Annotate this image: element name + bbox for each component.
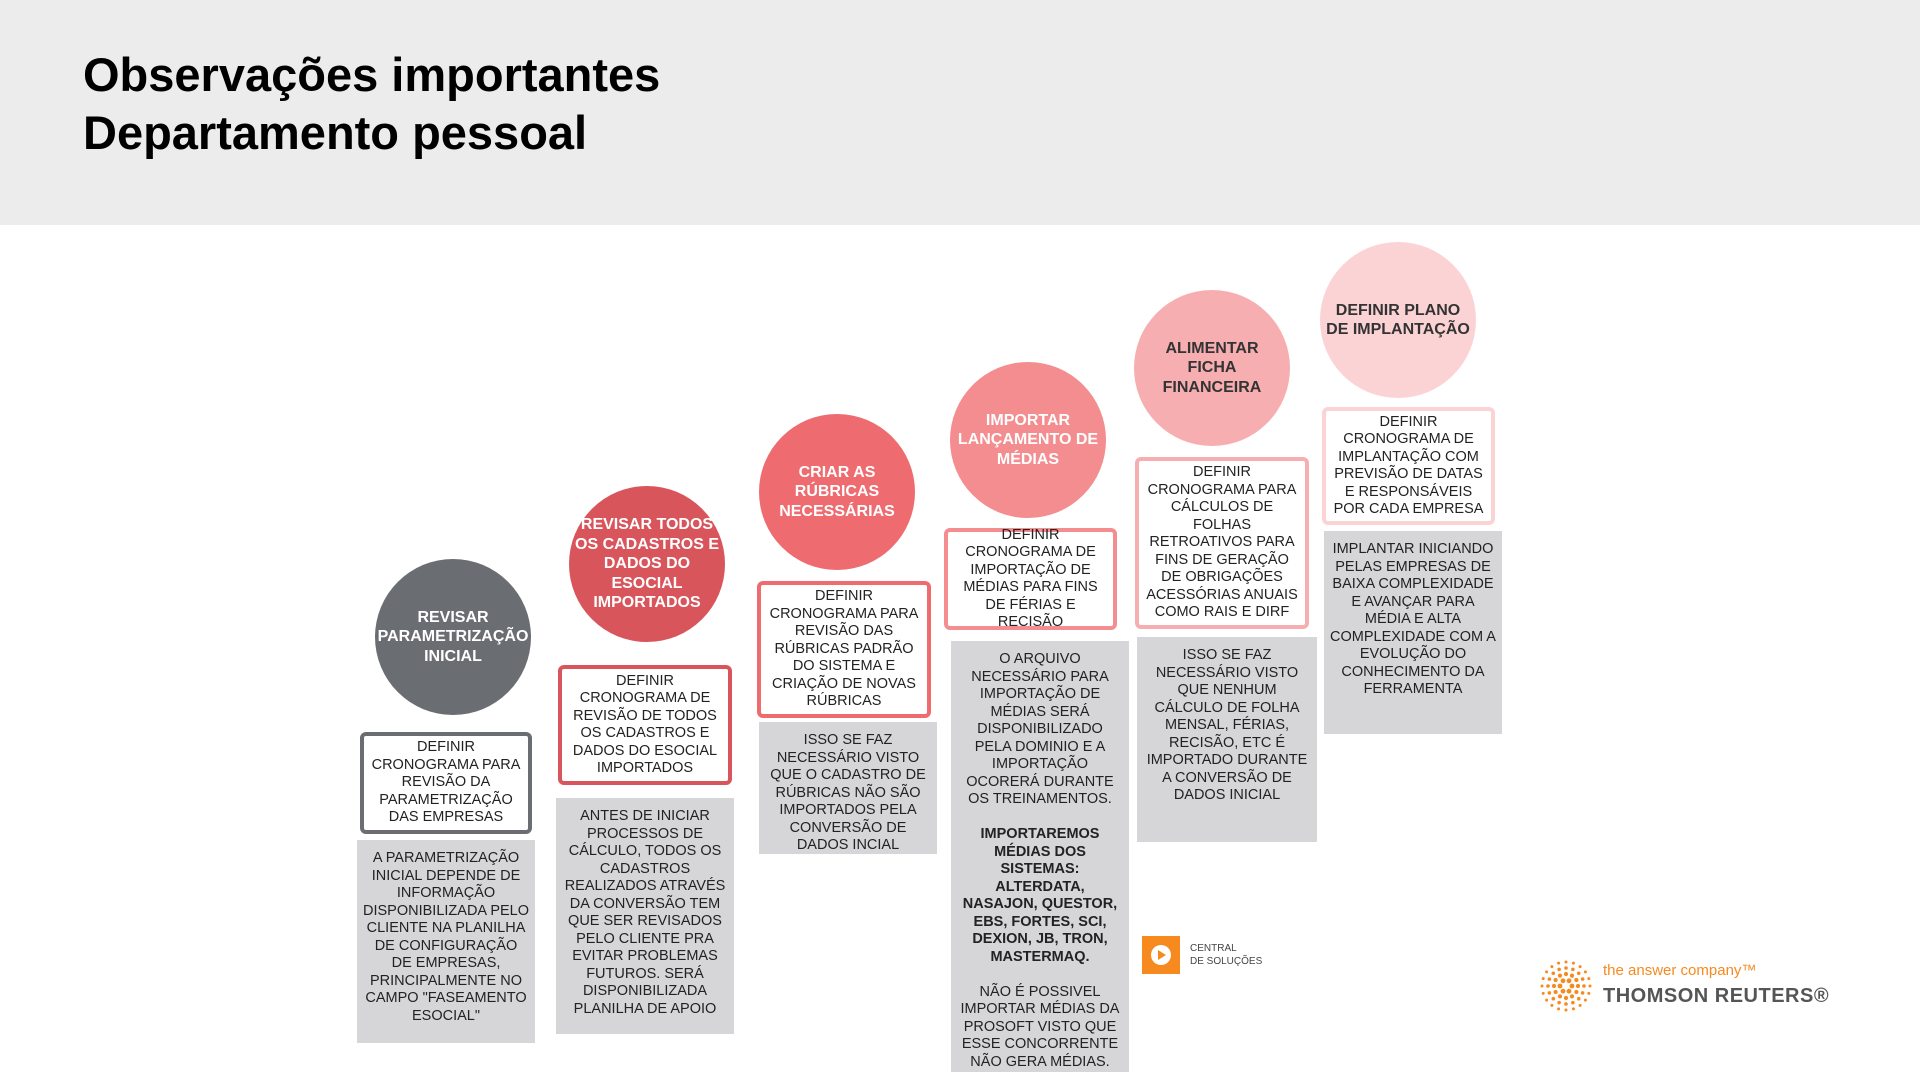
brand-tagline: the answer company™ [1603, 962, 1757, 979]
note-gap [957, 966, 1123, 984]
step-1-note [357, 840, 535, 1043]
note-gap [957, 809, 1123, 827]
step-4-note-part-2: IMPORTAREMOS MÉDIAS DOS SISTEMAS: ALTERDATA, NASAJON, QUESTOR, EBS, FORTES, SCI, DEXION, JB, TRON, MASTERMAQ. [962, 826, 1118, 965]
step-1-circle-label: REVISAR PARAMETRIZAÇÃO INICIAL [377, 608, 529, 665]
central-line-1: CENTRAL [1190, 943, 1237, 954]
step-6-note-text: IMPLANTAR INICIANDO PELAS EMPRESAS DE BAIXA COMPLEXIDADE E AVANÇAR PARA MÉDIA E ALTA COMPLEXIDADE COM A EVOLUÇÃO DO CONHECIMENTO DA FERRAMENTA [1330, 541, 1496, 697]
step-4-note [951, 641, 1129, 1072]
step-3-circle-label: CRIAR AS RÚBRICAS NECESSÁRIAS [779, 463, 895, 520]
step-3-box [757, 581, 931, 718]
step-5-circle [1134, 290, 1290, 446]
step-2-circle [569, 486, 725, 642]
step-2-box-text: DEFINIR CRONOGRAMA DE REVISÃO DE TODOS OS CADASTROS E DADOS DO ESOCIAL IMPORTADOS [572, 672, 718, 776]
step-2-note-text: ANTES DE INICIAR PROCESSOS DE CÁLCULO, TODOS OS CADASTROS REALIZADOS ATRAVÉS DA CONVERSÃO TEM QUE SER REVISADOS PELO CLIENTE PRA EVITAR PROBLEMAS FUTUROS. SERÁ DISPONIBILIZADA PLANILHA DE APOIO [564, 808, 726, 1017]
step-1-box [360, 732, 532, 834]
step-6-note [1324, 531, 1502, 734]
central-de-solucoes-logo [1142, 936, 1262, 974]
step-1-circle [375, 559, 531, 715]
step-5-box-text: DEFINIR CRONOGRAMA PARA CÁLCULOS DE FOLHAS RETROATIVOS PARA FINS DE GERAÇÃO DE OBRIGAÇÕES ACESSÓRIAS ANUAIS COMO RAIS E DIRF [1146, 464, 1298, 621]
title-line-1: Observações importantes [83, 48, 661, 101]
title-line-2: Departamento pessoal [83, 106, 588, 159]
step-3-box-text: DEFINIR CRONOGRAMA PARA REVISÃO DAS RÚBRICAS PADRÃO DO SISTEMA E CRIAÇÃO DE NOVAS RÚBRICAS [769, 588, 919, 710]
step-6-box-text: DEFINIR CRONOGRAMA DE IMPLANTAÇÃO COM PREVISÃO DE DATAS E RESPONSÁVEIS POR CADA EMPRESA [1333, 413, 1484, 517]
step-2-note [556, 798, 734, 1034]
step-3-circle [759, 414, 915, 570]
step-2-circle-label: REVISAR TODOS OS CADASTROS E DADOS DO ESOCIAL IMPORTADOS [575, 516, 720, 612]
step-3-note [759, 722, 937, 854]
step-6-circle-label: DEFINIR PLANO DE IMPLANTAÇÃO [1326, 301, 1470, 338]
brand-name: THOMSON REUTERS® [1603, 985, 1830, 1007]
step-1-box-text: DEFINIR CRONOGRAMA PARA REVISÃO DA PARAMETRIZAÇÃO DAS EMPRESAS [371, 739, 521, 826]
page-title [83, 46, 660, 162]
step-5-note [1137, 637, 1317, 842]
step-4-circle-label: IMPORTAR LANÇAMENTO DE MÉDIAS [957, 411, 1099, 468]
step-4-box [944, 528, 1117, 630]
step-3-note-text: ISSO SE FAZ NECESSÁRIO VISTO QUE O CADASTRO DE RÚBRICAS NÃO SÃO IMPORTADOS PELA CONVERSÃO DE DADOS INCIAL [770, 732, 926, 853]
step-4-circle [950, 362, 1106, 518]
step-6-circle [1320, 242, 1476, 398]
thomson-reuters-logo-icon [1540, 960, 1592, 1012]
step-4-note-part-3: NÃO É POSSIVEL IMPORTAR MÉDIAS DA PROSOFT VISTO QUE ESSE CONCORRENTE NÃO GERA MÉDIAS. [960, 983, 1120, 1070]
step-5-circle-label: ALIMENTAR FICHA FINANCEIRA [1162, 339, 1262, 396]
play-icon [1142, 936, 1180, 974]
step-5-note-text: ISSO SE FAZ NECESSÁRIO VISTO QUE NENHUM CÁLCULO DE FOLHA MENSAL, FÉRIAS, RECISÃO, ETC É IMPORTADO DURANTE A CONVERSÃO DE DADOS INICIAL [1146, 647, 1308, 803]
step-2-box [558, 665, 732, 785]
central-line-2: DE SOLUÇÕES [1190, 956, 1263, 967]
step-1-note-text: A PARAMETRIZAÇÃO INICIAL DEPENDE DE INFORMAÇÃO DISPONIBILIZADA PELO CLIENTE NA PLANILHA DE CONFIGURAÇÃO DE EMPRESAS, PRINCIPALMENTE NO CAMPO "FASEAMENTO ESOCIAL" [363, 850, 529, 1024]
step-5-box [1135, 457, 1309, 629]
central-de-solucoes-text [1190, 942, 1262, 968]
step-4-note-part-1: O ARQUIVO NECESSÁRIO PARA IMPORTAÇÃO DE MÉDIAS SERÁ DISPONIBILIZADO PELA DOMINIO E A IMPORTAÇÃO OCORERÁ DURANTE OS TREINAMENTOS. [966, 651, 1114, 807]
step-6-box [1322, 407, 1495, 525]
step-4-box-text: DEFINIR CRONOGRAMA DE IMPORTAÇÃO DE MÉDIAS PARA FINS DE FÉRIAS E RECISÃO [963, 526, 1098, 630]
